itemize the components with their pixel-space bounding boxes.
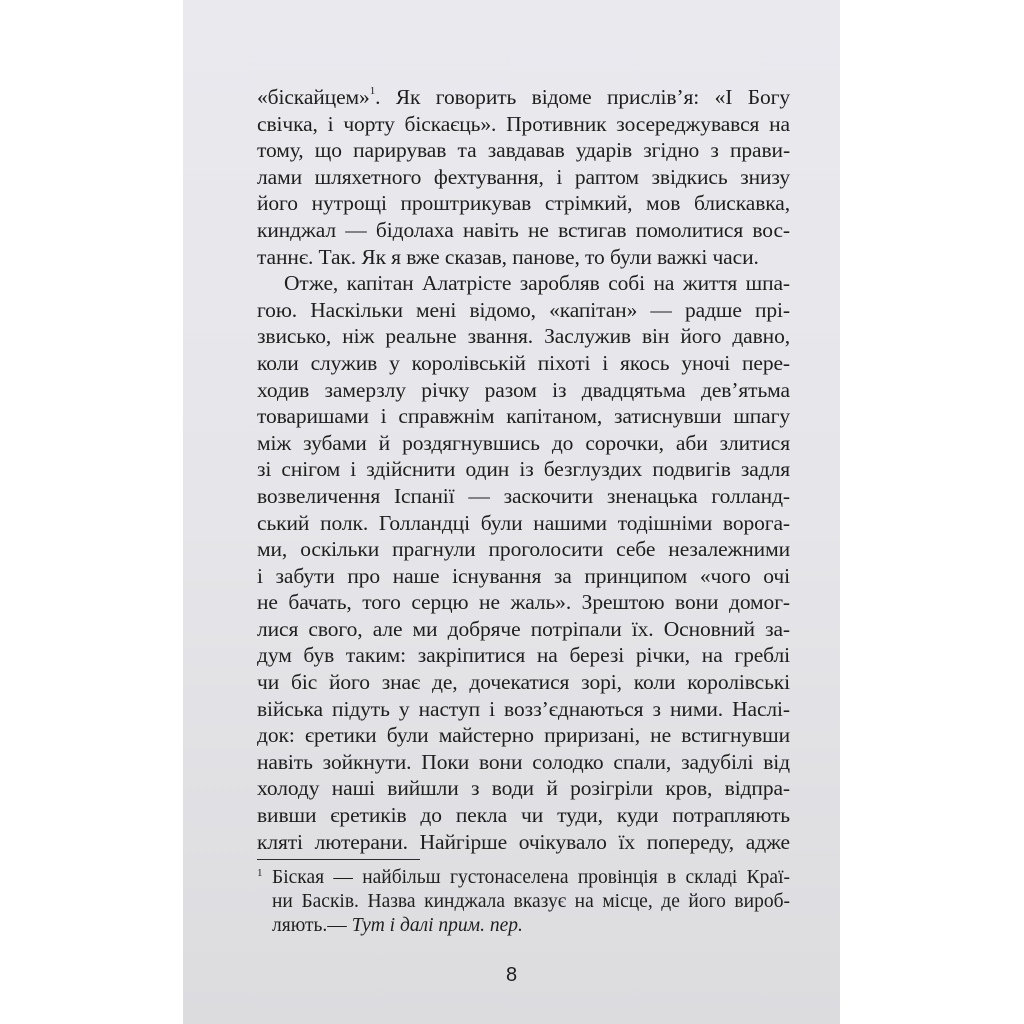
text-line: ський полк. Голландці були нашими тодішніми ворога- [257, 510, 790, 535]
text-line: навіть зойкнути. Поки вони солодко спали, задубілі від [257, 749, 790, 774]
footnote-1 [257, 866, 790, 938]
text-line: товаришами і справжнім капітаном, затиснувши шпагу [257, 404, 790, 429]
text-line: коли служив у королівській піхоті і якось уночі пере- [257, 350, 790, 375]
footnote-line [272, 914, 790, 938]
text-line: Отже, капітан Алатрісте заробляв собі на життя шпа- [284, 271, 790, 296]
book-page [183, 0, 840, 1024]
translator-note: Тут і далі прим. пер. [351, 915, 523, 936]
text-line: зі снігом і здійснити один із безглуздих подвигів задля [257, 457, 790, 482]
quoted-word: «біскайцем» [257, 85, 370, 109]
paragraph-1 [257, 84, 790, 270]
text-line: свічка, і чорту біскаєць». Противник зосереджувався на [257, 111, 790, 136]
text-line: тому, що парирував та завдавав ударів згідно з прави- [257, 138, 790, 163]
text-line: лами шляхетного фехтування, і раптом звідкись знизу [257, 164, 790, 189]
text-line: ходив замерзлу річку разом із двадцятьма дев’ятьма [257, 377, 790, 402]
text-line: не бачать, того серцю не жаль». Зрештою вони домог- [257, 590, 790, 615]
page-number: 8 [505, 964, 518, 986]
text-line: холоду наші вийшли з води й розігріли кров, відпра- [257, 776, 790, 801]
footnote-line: ни Басків. Назва кинджала вказує на місце, де його вироб- [272, 891, 790, 912]
text-line: лися свого, але ми добряче потріпали їх. Основний за- [257, 616, 790, 641]
text-fragment: . Як говорить відоме прислів’я: «І Богу [375, 85, 790, 109]
text-line: гою. Наскільки мені відомо, «капітан» — радше прі- [257, 297, 790, 322]
text-line: війська підуть у наступ і возз’єднаються з ними. Наслі- [257, 696, 790, 721]
text-line: док: єретики були майстерно приризані, не встигнувши [257, 723, 790, 748]
footnote-reference[interactable]: 1 [369, 84, 376, 97]
text-line [257, 84, 790, 111]
text-line: ми, оскільки прагнули проголосити себе незалежними [257, 537, 790, 562]
footnote-divider [257, 859, 420, 860]
footnotes [257, 866, 790, 938]
text-line: кляті лютерани. Найгірше очікувало їх попереду, адже [257, 829, 790, 854]
text-line: возвеличення Іспанії — заскочити зненацька голланд- [257, 483, 790, 508]
main-text [257, 84, 790, 855]
text-line: таннє. Так. Як я вже сказав, панове, то були важкі часи. [257, 244, 759, 269]
footnote-line: Біская — найбільш густонаселена провінція в складі Краї- [272, 867, 790, 888]
text-line: кинджал — бідолаха навіть не встигав помолитися вос- [257, 217, 790, 242]
footnote-text: ляють.— [272, 915, 352, 936]
text-line: вивши єретиків до пекла чи туди, куди потрапляють [257, 803, 790, 828]
text-line: його нутрощі проштрикував стрімкий, мов блискавка, [257, 191, 790, 216]
text-line: чи біс його знає де, дочекатися зорі, коли королівські [257, 670, 790, 695]
text-line: дум був таким: закріпитися на березі річки, на греблі [257, 643, 790, 668]
text-line: звисько, ніж реальне звання. Заслужив він його давно, [257, 324, 790, 349]
text-line: між зубами й роздягнувшись до сорочки, аби злитися [257, 430, 790, 455]
paragraph-2 [257, 270, 790, 855]
text-line: і забути про наше існування за принципом «чого очі [257, 563, 790, 588]
footnote-marker: 1 [257, 867, 263, 879]
